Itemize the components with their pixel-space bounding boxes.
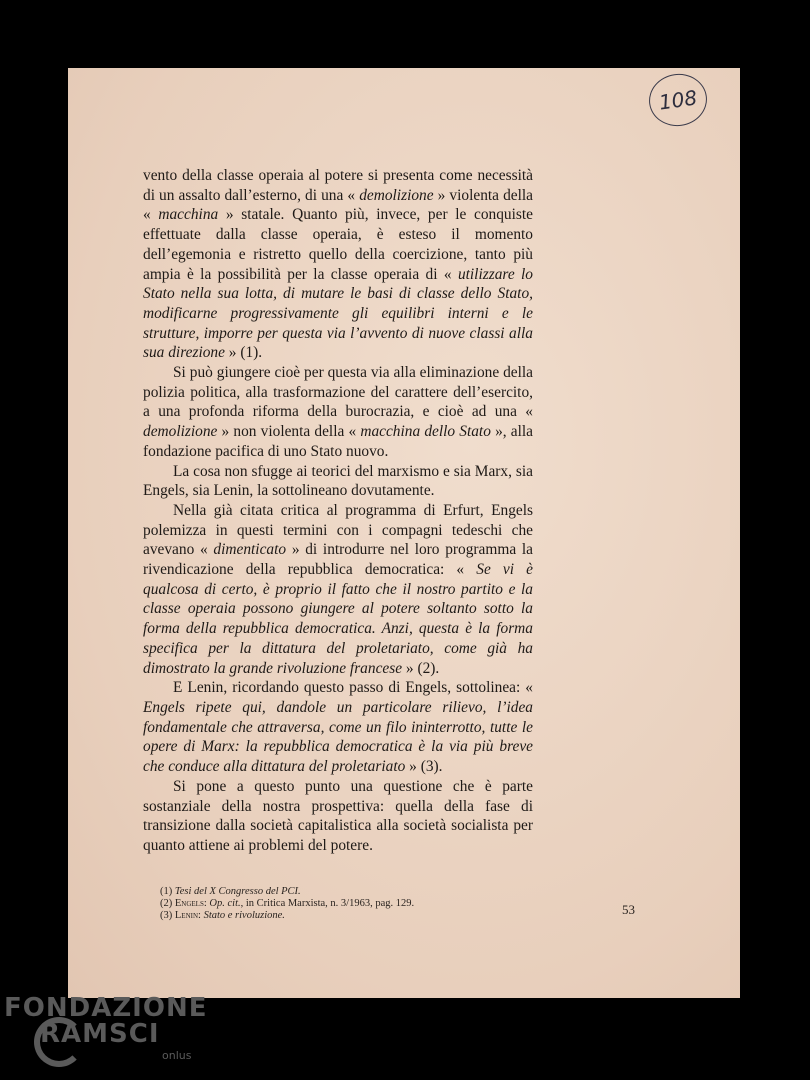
italic-text: utilizzare lo Stato nella sua lotta, di mutare le basi di classe dello Stato, modificarne progressivamente gli equilibri interni e le strutture, imporre per questa via l’avvento di nuove classi alla sua direzione (143, 265, 533, 362)
text-run: » (1). (224, 344, 263, 362)
text-run: » (3). (405, 758, 443, 776)
folio-number-mark: 108 (646, 70, 711, 130)
text-run: vento della classe operaia al potere si presenta come necessità di un assalto dall’esterno, di una « (143, 167, 533, 204)
footnotes (160, 886, 560, 922)
italic-text: Engels ripete qui, dandole un particolare rilievo, l’idea fondamentale che attraversa, come un filo ininterrotto, tutte le opere di Marx: la repubblica democratica è la via più breve che conduce alla dittatura del proletariato (143, 698, 533, 776)
text-run: Nella già citata critica al programma di Erfurt, Engels polemizza in questi termini con i compagni tedeschi che avevano « (143, 501, 533, 559)
paragraph (143, 777, 533, 856)
body-text (143, 166, 533, 856)
fondazione-gramsci-logo (4, 993, 208, 1073)
text-run: (3) (160, 910, 175, 921)
text-run: » statale. Quanto più, invece, per le conquiste effettuate dalla classe operaia, è esteso il momento dell’egemonia e ristretto quello della coercizione, tanto più ampia è la possibilità per la classe operaia di « (143, 206, 533, 283)
paragraph (143, 363, 533, 462)
footnote (160, 910, 560, 922)
italic-text: demolizione (143, 423, 218, 441)
footnote (160, 886, 560, 898)
logo-line-1: FONDAZIONE (4, 993, 208, 1023)
text-run: Lenin (174, 910, 199, 921)
italic-text: demolizione (359, 186, 434, 204)
text-run: (2) (160, 898, 175, 909)
paragraph (143, 678, 533, 777)
paragraph (143, 166, 533, 363)
italic-text: dimenticato (213, 541, 287, 559)
italic-text: Tesi del X Congresso del PCI. (174, 886, 301, 897)
text-run: » non violenta della « (217, 423, 361, 441)
text-run: (1) (160, 886, 175, 897)
text-run: » di introdurre nel loro programma la rivendicazione della repubblica democratica: « (143, 541, 533, 579)
text-run: Engels (174, 898, 204, 909)
logo-line-3: onlus (162, 1049, 192, 1062)
text-run: Si può giungere cioè per questa via alla eliminazione della polizia politica, alla trasformazione del carattere dell’esercito, a una profonda riforma della burocrazia, e cioè ad una « (143, 364, 533, 421)
paragraph (143, 462, 533, 501)
text-run: : (203, 898, 210, 909)
text-run: » (2). (402, 659, 440, 677)
logo-line-2: RAMSCI (40, 1019, 160, 1049)
text-run: », alla fondazione pacifica di uno Stato nuovo. (143, 423, 533, 460)
italic-text: macchina (158, 206, 219, 224)
page-number: 53 (622, 902, 635, 917)
text-run: Si pone a questo punto una questione che è parte sostanziale della nostra prospettiva: quella della fase di transizione dalla società capitalistica alla società socialista per quanto attiene ai problemi del potere. (143, 777, 533, 854)
text-run: » violenta della « (143, 186, 533, 224)
italic-text: macchina dello Stato (360, 423, 491, 441)
italic-text: Op. cit. (209, 898, 241, 909)
italic-text: Stato e rivoluzione. (203, 910, 285, 921)
text-run: , in Critica Marxista, n. 3/1963, pag. 129. (240, 898, 415, 909)
text-run: La cosa non sfugge ai teorici del marxismo e sia Marx, sia Engels, sia Lenin, la sottolineano dovutamente. (143, 462, 533, 500)
text-run: E Lenin, ricordando questo passo di Engels, sottolinea: « (173, 679, 533, 697)
document-page (68, 68, 740, 998)
paragraph (143, 501, 533, 678)
footnote (160, 898, 560, 910)
text-run: : (198, 910, 204, 921)
italic-text: Se vi è qualcosa di certo, è proprio il fatto che il nostro partito e la classe operaia possono giungere al potere soltanto sotto la forma della repubblica democratica. Anzi, questa è la forma specifica per la dittatura del proletariato, come già ha dimostrato la grande rivoluzione francese (143, 561, 533, 677)
